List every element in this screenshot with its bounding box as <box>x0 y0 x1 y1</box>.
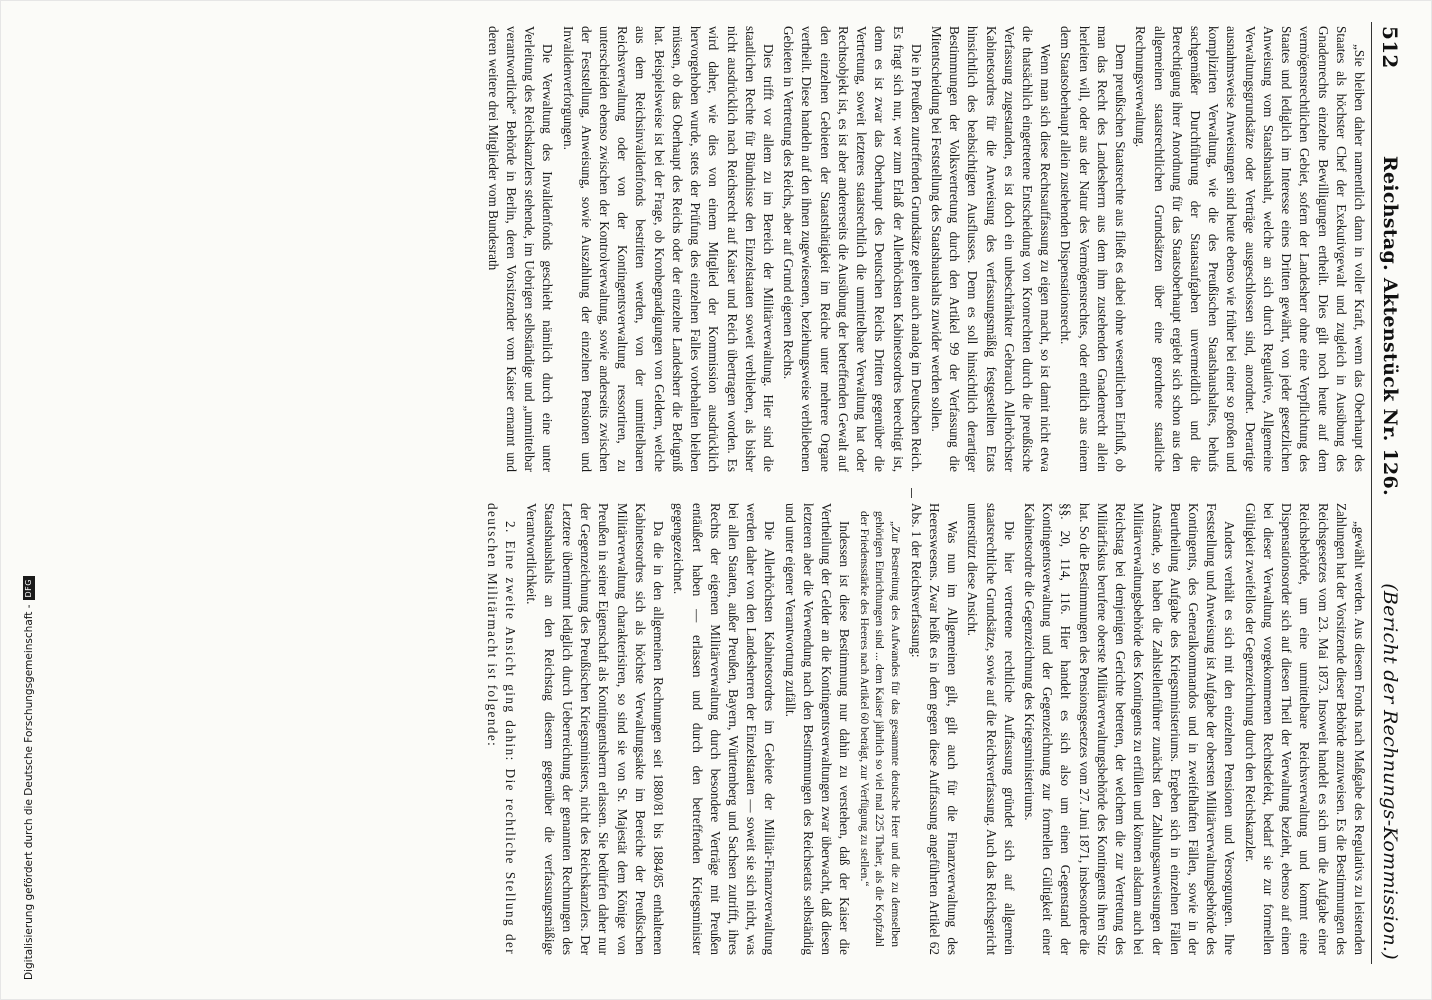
page-title: Reichstag. Aktenstück Nr. 126. <box>1379 155 1401 496</box>
paragraph: Was nun im Allgemeinen gilt, gilt auch für die Finanzverwaltung des Heereswesens. Zwar heißt es in dem gegen diese Auffassung angeführten Artikel 62 Abs. 1 der Reichsverfassung: <box>908 503 961 955</box>
digitization-footer <box>0 0 35 1000</box>
quotation: „Zur Bestreitung des Aufwandes für das gesammte deutsche Heer und die zu demselben gehörigen Einrichtungen sind ... dem Kaiser jährlich so viel mal 225 Thaler, als die Kopfzahl der Friedensstärke des Heeres nach Artikel 60 beträgt, zur Verfügung zu stellen.“ <box>858 511 902 947</box>
footer-credit-line <box>22 579 36 980</box>
paragraph: Da die in den allgemeinen Rechnungen seit 1880/81 bis 1884/85 enthaltenen Kabinetsordres sich als höchste Verwaltungsakte im Bereiche der Preußischen Militärverwaltung charakterisiren, so sind sie von Sr. Majestät dem Könige von Preußen in seiner Eigenschaft als Kontingentsherrn erlassen. Sie bedürfen daher nur der Gegenzeichnung des Preußischen Kriegsministers, nicht des Reichskanzlers. Der Letztere übernimmt lediglich durch Ueberreichung der genannten Rechnungen des Staatshaushalts an den Reichstag diesem gegenüber die verfassungsmäßige Verantwortlichkeit. <box>523 503 667 955</box>
paragraph: „Sie bleiben daher namentlich dann in voller Kraft, wenn das Oberhaupt des Staates als höchster Chef der Exekutivgewalt und zugleich in Ausübung des Gnadenrechts einzelne Bewilligungen ertheilt. Dies gilt noch heute auf dem vermögensrechtlichen Gebiet, sofern der Landesherr ohne eine Verpflichtung des Staates und lediglich im Interesse eines Dritten gewährt, von jeder gesetzlichen Anweisung vom Staatshaushalt, welche an sich durch Regulative, Allgemeine Verwaltungsgrundsätze oder Verträge ausgeschlossen sind, anordnet. Derartige ausnahmsweise Anweisungen sind heute ebenso wie früher bei einer so großen und komplizirten Verwaltung, wie die des Preußischen Staatshaushaltes, behufs sachgemäßer Durchführung der Staatsaufgaben unvermeidlich und die Berechtigung ihrer Anordnung für das Staatsoberhaupt ergiebt sich schon aus den allgemeinen staatsrechtlichen Grundsätzen über eine geordnete staatliche Rechnungsverwaltung. <box>1133 26 1367 472</box>
dfg-logo: DFG <box>23 576 35 600</box>
right-column <box>43 503 1368 955</box>
header-rule <box>1371 22 1372 964</box>
footer-credit: Digitalisierung gefördert durch die Deutsche Forschungsgemeinschaft - <box>23 604 35 980</box>
paragraph: Anders verhält es sich mit den einzelnen Pensionen und Versorgungen. Ihre Feststellung und Anweisung ist Aufgabe der obersten Militärverwaltungsbehörde des Kontingents, des Generalkommandos und in zweifelhaften Fällen, sowie in der Beurtheilung Aufgabe des Kriegsministeriums. Ergeben sich in einzelnen Fällen Anstände, so haben die Zahlstellenführer zunächst den Zahlungsanweisungen der Militärverwaltungsbehörde des Kontingents zu erfüllen und können alsdann auch bei Reichstag bei demjenigen Gerichte betreten, der welchem die zur Vertretung des Militärfiskus berufene oberste Militärverwaltungsbehörde des Kontingents ihren Sitz hat. So die Bestimmungen des Pensionsgesetzes vom 27. Juni 1871, insbesondere die §§. 20, 114, 116. Hier handelt es sich also um einen Gegenstand der Kontingentsverwaltung und der Gegenzeichnung zur formellen Gültigkeit einer Kabinetsordre die Gegenzeichnung des Kriegsministeriums. <box>1022 503 1238 955</box>
page-header <box>1374 26 1406 960</box>
paragraph: Dies trifft vor allem zu im Bereich der Militärverwaltung. Hier sind die staatlichen Rechte für Bündnisse den Einzelstaaten soweit verblieben, als bisher nicht ausdrücklich nach Reichsrecht auf Kaiser und Reich übertragen worden. Es wird daher, wie dies von einem Mitglied der Kommission ausdrücklich hervorgehoben wurde, stets der Prüfung des einzelnen Falles vorbehalten bleiben müssen, ob das Oberhaupt des Reichs oder der einzelne Landesherr die Befugniß hat. Beispielsweise ist bei der Frage, ob Kronbegnadigungen von Geldern, welche aus dem Reichsinvalidenfonds bestritten werden, von der unmittelbaren Reichsverwaltung oder von der Kontingentsverwaltung ressortiren, zu unterscheiden ebenso zwischen der Kontrolverwaltung, sowie anderseits zwischen der Feststellung, Anweisung, sowie Auszahlung der einzelnen Pensionen und Invalidenverforgungen. <box>560 26 776 472</box>
paragraph: Die hier vertretene rechtliche Auffassung gründet sich auf allgemein staatsrechtliche Grundsätze, sowie auf die Reichsverfassung. Auch das Reichsgericht unterstützt diese Ansicht. <box>965 503 1017 955</box>
paragraph: „gewählt werden. Aus diesem Fonds nach Maßgabe des Regulativs zu leistenden Zahlungen hat der Vorsitzende dieser Behörde anzuweisen. Es die Bestimmungen des Reichsgesetzes vom 23. Mai 1873. Insoweit handelt es sich um die Aufgabe einer Reichsbehörde, um eine unmittelbare Reichsverwaltung und kommt eine Dispensationsorder sich auf diesen Theil der Verwaltung bezieht, ebenso auf einen bei dieser Verwaltung vorgekommenen Rechtsdefekt, bedarf sie zur formellen Gültigkeit zweifellos der Gegenzeichnung durch den Reichskanzler. <box>1242 503 1367 955</box>
left-column <box>43 26 1368 472</box>
paragraph: Die Verwaltung des Invalidenfonds geschieht nämlich durch eine unter Verleitung des Reichskanzlers stehende, im Uebrigen selbständige und „unmittelbar verantwortliche“ Behörde in Berlin, deren Vorsitzender vom Kaiser ernannt und deren weitere drei Mitglieder vom Bundesrath <box>485 26 556 472</box>
paragraph: Indessen ist diese Bestimmung nur dahin zu verstehen, daß der Kaiser die Vertheilung der Gelder an die Kontingentsverwaltungen zwar überwacht, daß diesen letzteren aber die Verwendung nach den Bestimmungen des Reichsetats selbständig und unter eigener Verantwortung zufällt. <box>782 503 853 955</box>
paragraph: 2. Eine zweite Ansicht ging dahin: Die rechtliche Stellung der deutschen Militärmacht ist folgende: <box>485 503 519 955</box>
paragraph: Die in Preußen zutreffenden Grundsätze gelten auch analog im Deutschen Reich. Es fragt sich nur, wer zum Erlaß der Allerhöchsten Kabinetsordres berechtigt ist, denn es ist zwar das Oberhaupt des Deutschen Reichs Dritten gegenüber die Vertretung, soweit letzteres staatsrechtlich die unmittelbare Verwaltung hat oder Rechtsobjekt ist, es ist aber andererseits die Ausübung der betreffenden Gewalt auf den einzelnen Gebieten der Staatsthätigkeit im Reiche unter mehrere Organe vertheilt. Diese handeln auf den ihnen zugewiesenen, beziehungsweise verbliebenen Gebieten in Vertretung des Reichs, aber auf Grund eigenen Rechts. <box>781 26 924 472</box>
paragraph: Wenn man sich diese Rechtsauffassung zu eigen macht, so ist damit nicht etwa die thatsächlich eingetretene Entscheidung von Kronrechten durch die preußische Verfassung zugestanden, es ist doch ein unbeschränkter Gebrauch Allerhöchster Kabinetsordres für die Anweisung des verfassungsmäßig festgestellten Etats hinsichtlich des beabsichtigten Ausflusses. Denn es soll hinsichtlich derartiger Bestimmungen der Volksvertretung durch den Artikel 99 der Verfassung die Mitentscheidung bei Feststellung des Staatshaushalts zuwider werden sollen. <box>928 26 1054 472</box>
page-number: 512 <box>1378 26 1402 69</box>
paragraph: Dem preußischen Staatsrechte aus fließt es dabei ohne wesentlichen Einfluß, ob man das Recht des Landesherrn aus dem ihm zustehenden Gnadenrecht allein herleiten will, oder aus der Natur des Vermögensrechtes, oder endlich aus einem dem Staatsoberhaupt allein zustehenden Dispensationsrecht. <box>1058 26 1129 472</box>
paragraph: Die Allerhöchsten Kabinetsordres im Gebiete der Militär-Finanzverwaltung werden daher von den Landesherren der Einzelstaaten — soweit sie sich nicht, was bei allen Staaten, außer Preußen, Bayern, Württemberg und Sachsen zutrifft, ihres Rechts der eigenen Militärverwaltung durch besondere Verträge mit Preußen entäußert haben — erlassen und durch den betreffenden Kriegsminister gegengezeichnet. <box>671 503 778 955</box>
page-subtitle: (Bericht der Rechnungs-Kommission.) <box>1379 583 1401 960</box>
column-divider <box>911 488 912 498</box>
